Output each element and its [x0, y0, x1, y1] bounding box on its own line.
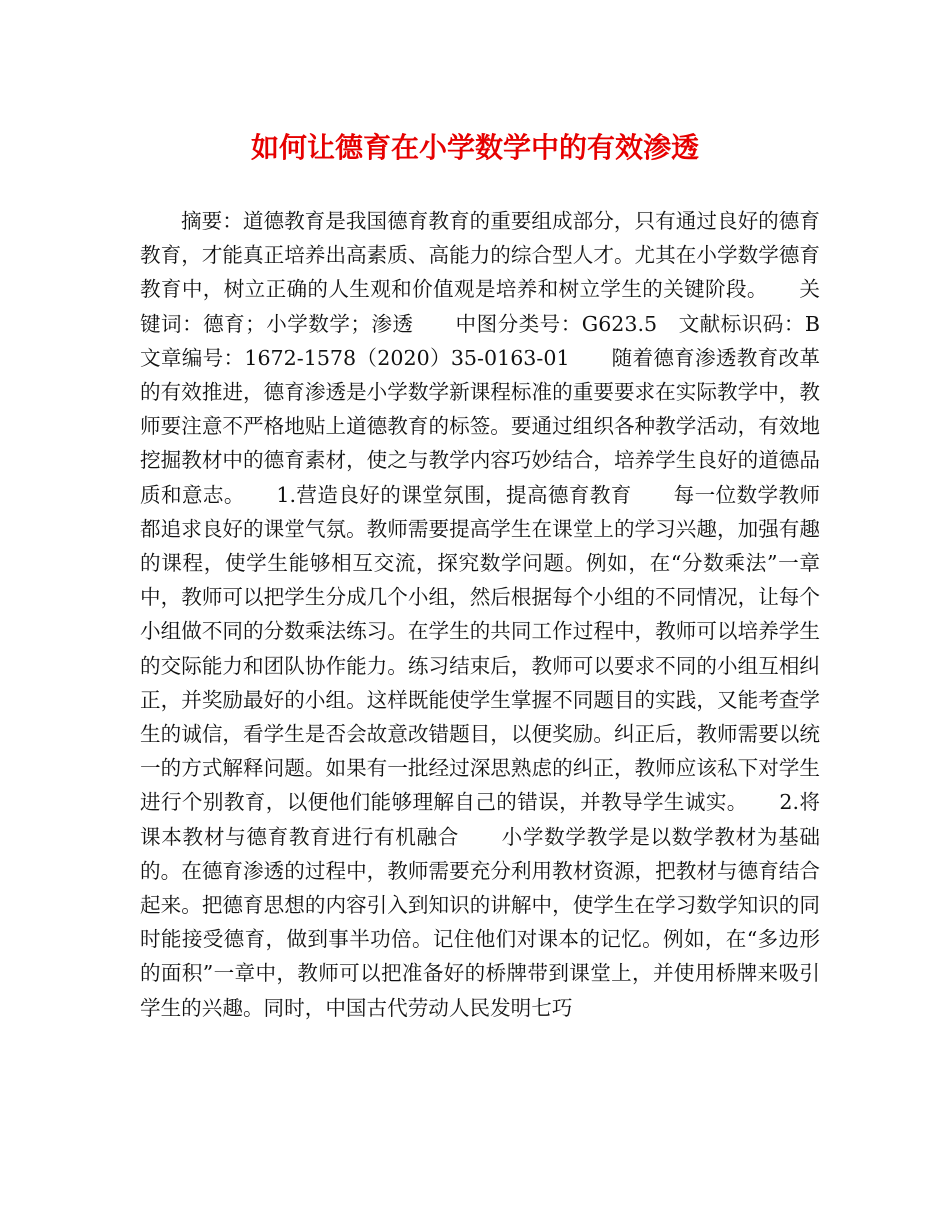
document-title: 如何让德育在小学数学中的有效渗透 [250, 131, 699, 164]
document-body: 摘要：道德教育是我国德育教育的重要组成部分，只有通过良好的德育教育，才能真正培养出高素质、高能力的综合型人才。尤其在小学数学德育教育中，树立正确的人生观和价值观是培养和树立学生的关键阶段。 关键词：德育；小学数学；渗透 中图分类号：G623.5 文献标识码：B 文章编号：1672-1578（2020）35-0163-01 随着德育渗透教育改革的有效推进，德育渗透是小学数学新课程标准的重要要求在实际教学中，教师要注意不严格地贴上道德教育的标签。要通过组织各种教学活动，有效地挖掘教材中的德育素材，使之与教学内容巧妙结合，培养学生良好的道德品质和意志。 1.营造良好的课堂氛围，提高德育教育 每一位数学教师都追求良好的课堂气氛。教师需要提高学生在课堂上的学习兴趣，加强有趣的课程，使学生能够相互交流，探究数学问题。例如，在“分数乘法”一章中，教师可以把学生分成几个小组，然后根据每个小组的不同情况，让每个小组做不同的分数乘法练习。在学生的共同工作过程中，教师可以培养学生的交际能力和团队协作能力。练习结束后，教师可以要求不同的小组互相纠正，并奖励最好的小组。这样既能使学生掌握不同题目的实践，又能考查学生的诚信，看学生是否会故意改错题目，以便奖励。纠正后，教师需要以统一的方式解释问题。如果有一批经过深思熟虑的纠正，教师应该私下对学生进行个别教育，以便他们能够理解自己的错误，并教导学生诚实。 2.将课本教材与德育教育进行有机融合 小学数学教学是以数学教材为基础的。在德育渗透的过程中，教师需要充分利用教材资源，把教材与德育结合起来。把德育思想的内容引入到知识的讲解中，使学生在学习数学知识的同时能接受德育，做到事半功倍。记住他们对课本的记忆。例如，在“多边形的面积”一章中，教师可以把准备好的桥牌带到课堂上，并使用桥牌来吸引学生的兴趣。同时，中国古代劳动人民发明七巧 [140, 209, 841, 1020]
